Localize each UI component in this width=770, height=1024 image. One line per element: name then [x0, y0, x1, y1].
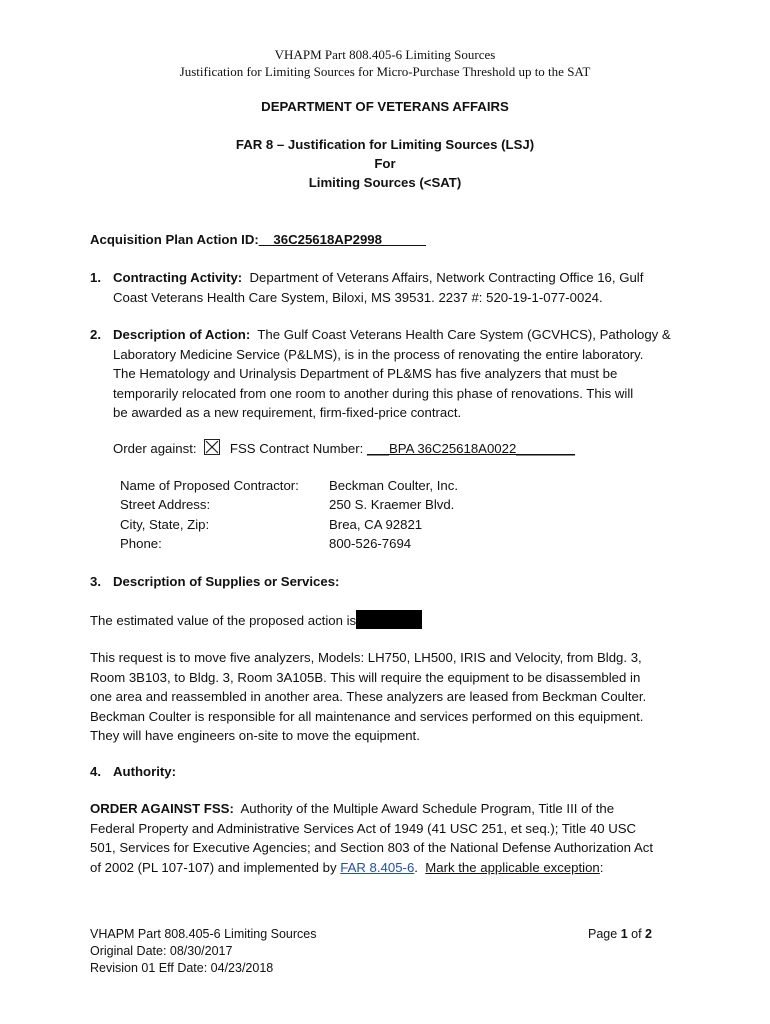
footer-line-1: VHAPM Part 808.405-6 Limiting Sources: [90, 927, 317, 941]
acquisition-label: Acquisition Plan Action ID:: [90, 232, 259, 247]
department-title: DEPARTMENT OF VETERANS AFFAIRS: [261, 99, 509, 114]
acquisition-plan-line: [90, 230, 680, 250]
section-3-line-3: one area and reassembled in another area. These analyzers are leased from Beckman Coulter.: [90, 689, 647, 704]
section-3-heading: Description of Supplies or Services:: [113, 574, 340, 589]
order-against-fss-label: ORDER AGAINST FSS:: [90, 801, 234, 816]
section-4-line-4: of 2002 (PL 107-107) and implemented by: [90, 859, 337, 875]
section-2-body: [113, 325, 678, 423]
footer-line-2: Original Date: 08/30/2017: [90, 944, 233, 958]
section-3-number: 3.: [90, 574, 101, 589]
section-2-number: 2.: [90, 327, 101, 342]
order-against-checkbox[interactable]: [204, 439, 220, 455]
section-2-heading: Description of Action:: [113, 327, 251, 342]
mark-exception-colon: :: [599, 859, 604, 875]
section-1-number: 1.: [90, 270, 101, 285]
section-2-line-3: The Hematology and Urinalysis Department of PL&MS has five analyzers that must be: [113, 366, 618, 381]
header-line-1: VHAPM Part 808.405-6 Limiting Sources: [274, 47, 496, 62]
section-4-heading: Authority:: [113, 764, 176, 779]
phone-value: 800-526-7694: [329, 536, 412, 551]
checked-x-icon: [205, 440, 219, 454]
contractor-name-value: Beckman Coulter, Inc.: [329, 478, 459, 493]
city-label: City, State, Zip:: [120, 517, 210, 532]
page-of: of: [631, 927, 642, 941]
page-current: 1: [620, 927, 628, 941]
estimated-value-text: The estimated value of the proposed action is: [90, 613, 357, 628]
city-value: Brea, CA 92821: [329, 517, 423, 532]
fss-label: FSS Contract Number:: [229, 441, 364, 456]
section-4-line-2: Federal Property and Administrative Services Act of 1949 (41 USC 251, et seq.); Title 40 USC: [90, 820, 637, 836]
section-3-paragraph: [90, 648, 680, 746]
section-1-body: [113, 268, 678, 307]
phone-label: Phone:: [120, 536, 162, 551]
section-4-paragraph: ORDER AGAINST FSS: Authority of the Multiple Award Schedule Program, Title III of the Federal Property and Administrative Services Act of 1949 (41 USC 251, et seq.); Title 40 USC 501, Services for Executive Agencies; and Section 803 of the National Defense Authorization Act of 2002 (PL 107-107) and implemented by FAR 8.405-6. Mark the applicable exception:: [90, 799, 690, 877]
estimated-value-line: [90, 610, 680, 631]
fss-value: ___BPA 36C25618A0022________: [366, 441, 575, 456]
section-4-number: 4.: [90, 764, 101, 779]
mark-exception-text: Mark the applicable exception: [425, 859, 600, 875]
order-against-line: [113, 439, 678, 459]
header-line-2: Justification for Limiting Sources for Micro-Purchase Threshold up to the SAT: [179, 64, 591, 79]
page-prefix: Page: [588, 927, 618, 941]
for-title: For: [374, 156, 396, 171]
order-against-label: Order against:: [113, 441, 197, 456]
section-3-line-1: This request is to move five analyzers, Models: LH750, LH500, IRIS and Velocity, from Bldg. 3,: [90, 650, 642, 665]
acquisition-value: __36C25618AP2998______: [258, 232, 426, 247]
page-total: 2: [645, 927, 652, 941]
section-2-line-2: Laboratory Medicine Service (P&LMS), is in the process of renovating the entire laboratory.: [113, 346, 644, 362]
section-1-text-1: Department of Veterans Affairs, Network Contracting Office 16, Gulf: [249, 270, 644, 285]
section-3-line-4: Beckman Coulter is responsible for all maintenance and services performed on this equipment.: [90, 708, 644, 724]
far-title: FAR 8 – Justification for Limiting Sources (LSJ): [235, 137, 535, 152]
section-3-line-5: They will have engineers on-site to move the equipment.: [90, 728, 420, 743]
street-label: Street Address:: [120, 497, 211, 512]
section-4-line-3: 501, Services for Executive Agencies; and Section 803 of the National Defense Authorization Act: [90, 840, 654, 855]
contractor-name-label: Name of Proposed Contractor:: [120, 478, 299, 493]
section-1-text-2: Coast Veterans Health Care System, Biloxi, MS 39531. 2237 #: 520-19-1-077-0024.: [113, 289, 603, 305]
limiting-sources-title: Limiting Sources (<SAT): [308, 175, 462, 190]
section-2-line-1: The Gulf Coast Veterans Health Care System (GCVHCS), Pathology &: [257, 327, 671, 342]
footer-line-3: Revision 01 Eff Date: 04/23/2018: [90, 961, 274, 975]
section-2-line-4: temporarily relocated from one room to another during this phase of renovations. This will: [113, 385, 634, 401]
street-value: 250 S. Kraemer Blvd.: [329, 497, 455, 512]
redacted-block: [356, 610, 422, 629]
section-2-line-5: be awarded as a new requirement, firm-fixed-price contract.: [113, 405, 462, 420]
section-1-heading: Contracting Activity:: [113, 270, 243, 285]
section-3-line-2: Room 3B103, to Bldg. 3, Room 3A105B. This will require the equipment to be disassembled in: [90, 669, 641, 685]
far-8-405-6-link[interactable]: FAR 8.405-6: [340, 859, 415, 875]
page-number: [588, 926, 652, 943]
section-4-line-1: Authority of the Multiple Award Schedule Program, Title III of the: [240, 801, 615, 816]
